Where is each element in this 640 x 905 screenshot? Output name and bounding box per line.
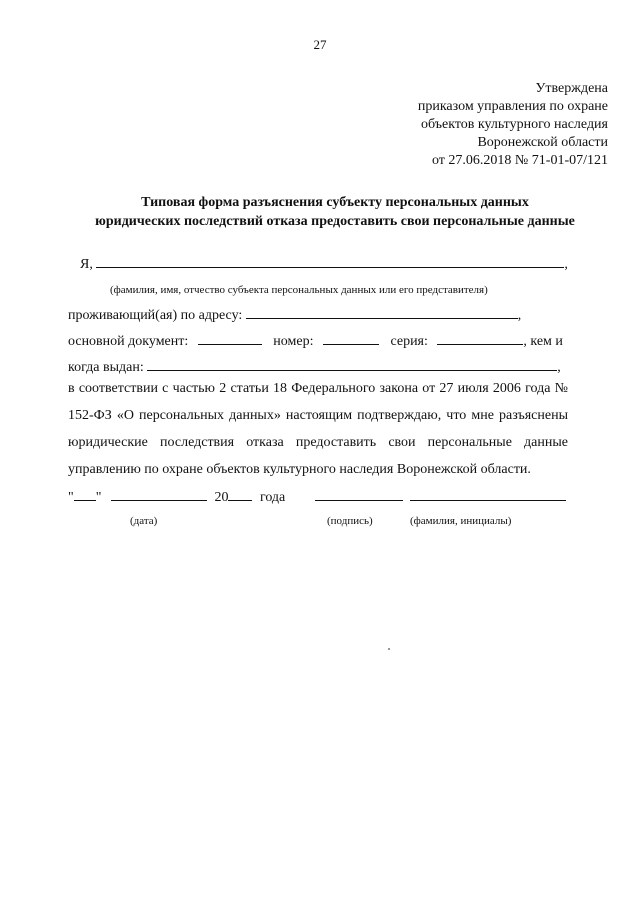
fio-field[interactable] <box>96 255 564 268</box>
paragraph-line: управлению по охране объектов культурного наследия Воронежской области. <box>68 462 531 477</box>
day-field[interactable] <box>74 488 96 501</box>
ya-label: Я, <box>80 257 93 272</box>
doc-series-field[interactable] <box>437 332 523 345</box>
doc-number-field[interactable] <box>323 332 379 345</box>
approval-line: Воронежской области <box>477 135 608 150</box>
paragraph-line: в соответствии с частью 2 статьи 18 Федерального закона от 27 июля 2006 года № <box>68 381 568 396</box>
approval-line: от 27.06.2018 № 71-01-07/121 <box>431 153 608 168</box>
issued-comma: , <box>557 360 561 375</box>
series-label: серия: <box>390 334 428 349</box>
number-label: номер: <box>273 334 314 349</box>
form-title <box>30 193 640 231</box>
quote-close: " <box>95 490 102 505</box>
issued-when-label: когда выдан: <box>68 360 144 375</box>
document-row <box>68 332 563 351</box>
consent-paragraph <box>68 375 568 483</box>
form-title-line: Типовая форма разъяснения субъекту персональных данных <box>141 195 529 210</box>
stray-mark <box>388 648 390 650</box>
year-prefix: 20 <box>214 490 229 505</box>
approval-line: Утверждена <box>535 81 608 96</box>
approval-line: объектов культурного наследия <box>420 117 608 132</box>
name-caption: (фамилия, инициалы) <box>410 515 512 527</box>
year-field[interactable] <box>228 488 252 501</box>
quote-open: " <box>68 490 74 505</box>
paragraph-line: 152-ФЗ «О персональных данных» настоящим подтверждаю, что мне разъяснены <box>68 408 568 423</box>
paragraph-line: юридические последствия отказа предоставить свои персональные данные <box>68 435 568 450</box>
form-title-line: юридических последствий отказа предоставить свои персональные данные <box>95 214 575 229</box>
approval-line: приказом управления по охране <box>417 99 608 114</box>
approval-block <box>418 80 608 170</box>
year-suffix: года <box>259 490 286 505</box>
signature-caption: (подпись) <box>327 515 373 527</box>
month-field[interactable] <box>111 488 207 501</box>
address-comma: , <box>517 308 522 323</box>
signature-row <box>68 488 566 507</box>
name-initials-field[interactable] <box>410 488 566 501</box>
issued-by-label: , кем и <box>523 334 563 349</box>
doc-label: основной документ: <box>68 334 189 349</box>
fio-caption: (фамилия, имя, отчество субъекта персональных данных или его представителя) <box>110 284 488 296</box>
date-caption: (дата) <box>130 515 158 527</box>
page-number: 27 <box>313 37 327 52</box>
address-field[interactable] <box>246 306 518 319</box>
doc-type-field[interactable] <box>198 332 262 345</box>
issued-field[interactable] <box>147 358 557 371</box>
address-label: проживающий(ая) по адресу: <box>68 308 243 323</box>
address-row <box>68 306 521 325</box>
fio-comma: , <box>564 257 568 272</box>
fio-row <box>80 255 568 274</box>
signature-field[interactable] <box>315 488 403 501</box>
